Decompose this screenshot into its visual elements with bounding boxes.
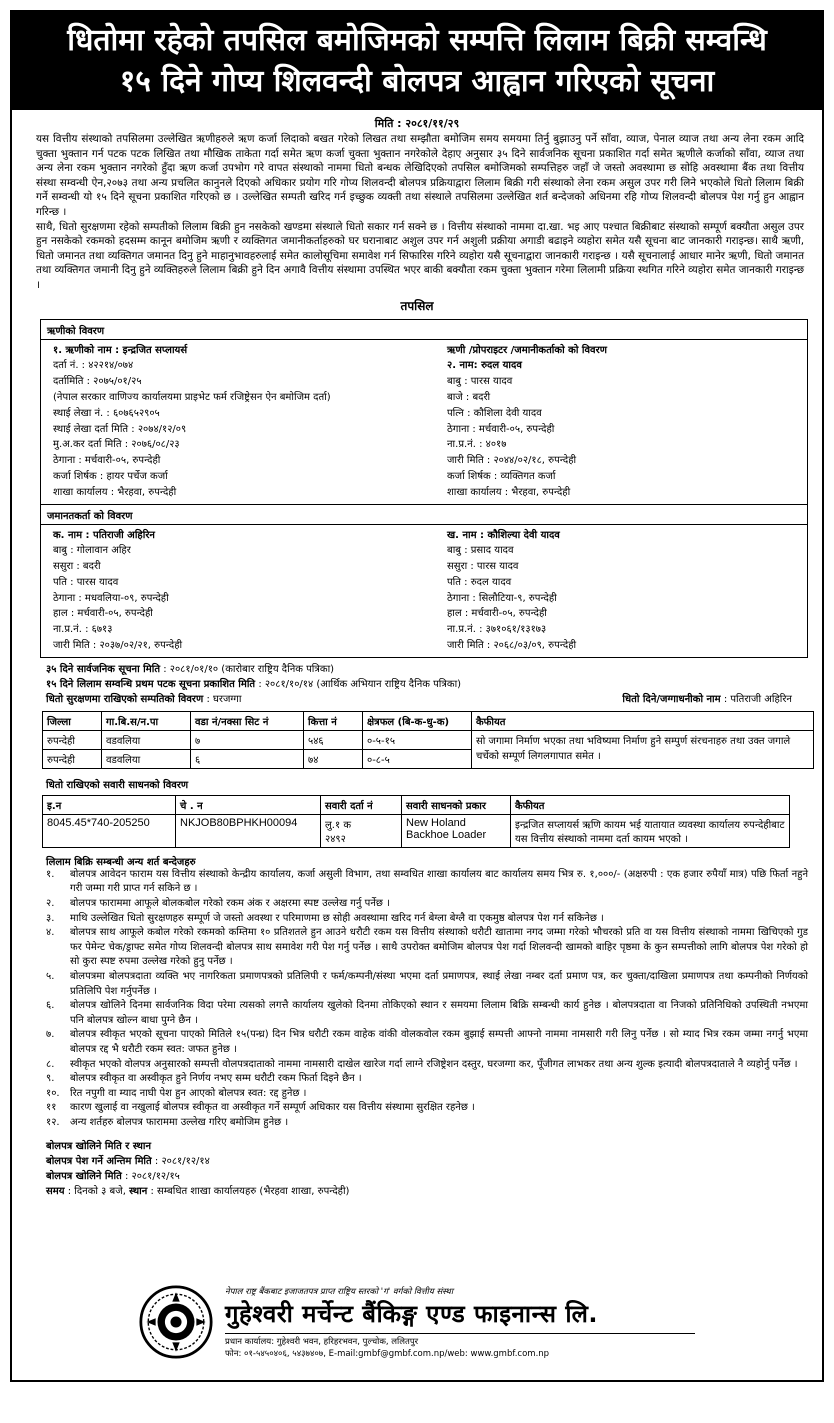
borrower-field: दर्तामिति : २०७५/०१/२५: [53, 376, 142, 388]
term-number: ८.: [46, 1058, 55, 1070]
col-area: क्षेत्रफल (बि-क-धु-क): [363, 711, 472, 730]
col-vdc: गा.बि.स/न.पा: [102, 711, 191, 730]
term-number: १०.: [46, 1087, 60, 1099]
registration-line1: लु.१ क: [325, 819, 352, 831]
guarantor-a-field: ना.प्र.नं. : ६७१३: [53, 624, 113, 636]
guarantor-a-name: क. नाम : पतिराजी अहिरिन: [53, 529, 155, 541]
tapsil-heading: तपसिल: [400, 298, 434, 313]
collateral-label: धितो सुरक्षणमा राखिएको सम्पतिको विवरण: [46, 693, 204, 705]
list-item: [46, 912, 808, 927]
list-item: [46, 1101, 808, 1116]
term-text: बोलपत्र स्वीकृत भएको सूचना पाएको मितिले १५(पन्ध्र) दिन भित्र धरौटी रकम वाहेक वांकी वोलकवोल रकम बुझाई सम्पत्ती आफ्नो नाममा नामसारी गरी लिनु पर्नेछ । सो म्याद भित्र रकम जम्मा नगर्नु भएमा बोलपत्र रद्द भै धरौटी रकम स्वत: जफत हुनेछ ।: [70, 1029, 808, 1055]
term-number: १.: [46, 868, 55, 880]
term-number: ११: [46, 1102, 57, 1114]
guarantor-a-field: जारी मिति : २०३७/०२/२१, रुपन्देही: [53, 640, 183, 652]
cell-vehicle-type: [402, 814, 511, 847]
cell-district: रुपन्देही: [43, 730, 102, 749]
notice-header: [12, 12, 822, 110]
tender-submit-row: [46, 1154, 808, 1169]
notice-15-day: [46, 677, 808, 692]
guarantor-b-field: हाल : मर्चवारी-०५, रुपन्देही: [447, 608, 547, 620]
list-item: [46, 926, 808, 970]
table-row: [43, 814, 790, 847]
vehicle-table: [42, 795, 790, 848]
guarantor-b-field: ना.प्र.नं. : ३७१०६१/१३१७३: [447, 624, 547, 636]
intro-text: [12, 132, 822, 293]
guarantor-a-field: पति : पारस यादव: [53, 576, 119, 588]
collateral-value: : घरजग्गा: [206, 693, 242, 705]
borrower-field: कर्जा शिर्षक : हायर पर्चेज कर्जा: [53, 470, 168, 482]
list-item: [46, 897, 808, 912]
list-item: [46, 1058, 808, 1073]
guarantor-details: [41, 525, 807, 657]
guarantor-left-column: [53, 528, 407, 654]
cell-ward: ७: [191, 730, 304, 749]
borrower-field: मु.अ.कर दर्ता मिति : २०७६/०८/२३: [53, 439, 180, 451]
term-text: बोलपत्र फाराममा आफूले बोलकबोल गरेको रकम अंक र अक्षरमा स्पष्ट उल्लेख गर्नु पर्नेछ ।: [70, 898, 390, 910]
term-number: ४.: [46, 927, 55, 939]
owner-value: : पतिराजी अहिरिन: [723, 693, 792, 705]
tender-section: [46, 1139, 808, 1199]
table-row: [43, 730, 814, 749]
tender-open-value: : २०८१/१२/१५: [124, 1170, 180, 1182]
term-text: बोलपत्र आवेदन फाराम यस वित्तीय संस्थाको केन्द्रीय कार्यालय, कर्जा असुली विभाग, तथा सम्वधित शाखा कार्यालय बाट कार्यालय समय भित्र रु. १,०००/- (अक्षरुपी : एक हजार रुपैयाँ मात्र) पछि फिर्ता नहुने गरी जम्मा गरी प्राप्त गर्न सकिने छ ।: [70, 868, 808, 895]
term-text: माथि उल्लेखित धितो सुरक्षणहरु सम्पूर्ण जे जस्तो अवस्था र परिमाणमा छ सोही अवस्थामा खरिद गर्न बेग्ला बेग्लै वा एकमुष्ठ बोलपत्र पेश गर्न सकिनेछ ।: [70, 912, 604, 924]
cell-district: रुपन्देही: [43, 749, 102, 768]
registration-line2: २४९२: [325, 833, 346, 845]
notice-15-day-label: १५ दिने लिलाम सम्वन्धि प्रथम पटक सूचना प्रकाशित मिति: [46, 678, 256, 690]
company-address: प्रधान कार्यालय: गुहेश्वरी भवन, हरिहरभवन, पुल्चोक, ललितपुर: [225, 1333, 695, 1347]
notice-date: मिति : २०८१/११/२९: [374, 117, 460, 130]
guarantor-b-field: ससुरा : पारस यादव: [447, 561, 519, 573]
vehicle-title: धितो राखिएको सवारी साधनको विवरण: [46, 779, 189, 791]
proprietor-field: शाखा कार्यालय : भैरहवा, रुपन्देही: [447, 486, 571, 498]
cell-chassis: NKJOB80BPHKH00094: [176, 814, 321, 847]
proprietor-name: २. नाम: रुदल यादव: [447, 360, 522, 372]
term-number: ५.: [46, 971, 55, 983]
land-table: [42, 711, 814, 769]
borrower-field: शाखा कार्यालय : भैरहवा, रुपन्देही: [53, 486, 177, 498]
guarantor-a-field: बाबु : गोलावान अहिर: [53, 545, 131, 557]
tender-time-value: : दिनको ३ बजे,: [67, 1185, 126, 1197]
tender-submit-value: : २०८१/१२/१४: [154, 1155, 210, 1167]
company-contact: फोन: ०१-५४५०४०६, ५४३७४०७, E-mail:gmbf@gmbf.com.np/web: www.gmbf.com.np: [225, 1348, 550, 1359]
proprietor-field: जारी मिति : २०४४/०२/१८, रुपन्देही: [447, 455, 577, 467]
company-tagline: नेपाल राष्ट्र बैंकबाट इजाजतपत्र प्राप्त राष्ट्रिय स्तरको 'ग' वर्गको वित्तीय संस्था: [225, 1286, 454, 1297]
term-text: बोलपत्र खोलिने दिनमा सार्वजनिक विदा परेमा त्यसको लगत्तै कार्यालय खुलेको दिनमा तोकिएको स्थान र समयमा लिलाम बिक्रि सम्बन्धी कार्य हुनेछ । बोलपत्रदाता वा निजको प्रतिनिधिको उपस्थिती नभएमा पनि बोलपत्र खोल्न बाधा पुग्ने छैन ।: [70, 1000, 808, 1026]
tender-submit-label: बोलपत्र पेश गर्ने अन्तिम मिति: [46, 1155, 152, 1167]
list-item: [46, 999, 808, 1028]
tender-title: बोलपत्र खोलिने मिति र स्थान: [46, 1140, 152, 1152]
cell-vehicle-remark: इन्द्रजित सप्लायर्स ऋणि कायम भई यातायात व्यवस्था कार्यालय रुपन्देहीबाट यस वित्तीय संस्थाको नाममा दर्ता कायम भएको ।: [511, 814, 790, 847]
cell-registration: [321, 814, 402, 847]
collateral-owner: [622, 692, 808, 707]
vehicle-type-line1: New Holand: [406, 816, 466, 829]
proprietor-field: ठेगाना : मर्चवारी-०५, रुपन्देही: [447, 423, 555, 435]
col-engine: इ.न: [43, 795, 176, 814]
details-box: [40, 319, 808, 658]
term-text: रित नपुगी वा म्याद नाघी पेश हुन आएको बोलपत्र स्वत: रद्द हुनेछ ।: [70, 1087, 307, 1099]
borrower-field: ठेगाना : मर्चवारी-०५, रुपन्देही: [53, 455, 161, 467]
proprietor-field: पत्नि : कौशिला देवी यादव: [447, 407, 542, 419]
terms-section: [46, 854, 808, 1131]
tender-time-row: [46, 1184, 808, 1199]
terms-title: लिलाम बिक्रि सम्बन्धी अन्य शर्त बन्देजहरु: [46, 856, 196, 868]
notice-title-line1: धितोमा रहेको तपसिल बमोजिमको सम्पत्ति लिलाम बिक्री सम्वन्धि: [67, 23, 767, 58]
list-item: [46, 970, 808, 999]
tender-time-label: समय: [46, 1185, 65, 1197]
tender-open-row: [46, 1169, 808, 1184]
term-text: स्वीकृत भएको वोलपत्र अनुसारको सम्पत्ती वोलपत्रदाताको नाममा नामसारी दाखेल खारेज गर्दा लाग्ने रजिष्ट्रेशन दस्तुर, घरजग्गा कर, पूँजीगत लाभकर तथा अन्य शुल्क इत्यादी बोलपत्रदाताले नै व्यहोर्नु पर्नेछ ।: [70, 1058, 798, 1070]
borrower-field: दर्ता नं. : ४२२१४/०७४: [53, 360, 134, 372]
term-number: ७.: [46, 1029, 55, 1041]
notice-35-day-label: ३५ दिने सार्वजनिक सूचना मिति: [46, 663, 161, 675]
guarantor-a-field: ठेगाना : मधवलिया-०९, रुपन्देही: [53, 592, 169, 604]
col-vehicle-remark: कैफीयत: [511, 795, 790, 814]
guarantor-b-field: जारी मिति : २०६८/०३/०९, रुपन्देही: [447, 640, 577, 652]
notice-35-day: [46, 662, 808, 677]
list-item: [46, 1028, 808, 1057]
guarantor-a-field: ससुरा : बदरी: [53, 561, 101, 573]
vehicle-table-header: [43, 795, 790, 814]
cell-area: ०-८-५: [363, 749, 472, 768]
proprietor-field: ना.प्र.नं. : ४०१७: [447, 439, 507, 451]
borrower-heading: ऋणीको विवरण: [41, 320, 807, 340]
borrower-field: स्थाई लेखा नं. : ६०७६५२९०५: [53, 407, 160, 419]
col-registration: सवारी दर्ता नं: [321, 795, 402, 814]
col-district: जिल्ला: [43, 711, 102, 730]
borrower-field: स्थाई लेखा दर्ता मिति : २०७४/१२/०९: [53, 423, 187, 435]
guarantor-b-field: ठेगाना : सिलौटिया-९, रुपन्देही: [447, 592, 557, 604]
guarantor-b-field: बाबु : प्रसाद यादव: [447, 545, 514, 557]
notice-title-line2: १५ दिने गोप्य शिलवन्दी बोलपत्र आह्वान गरिएको सूचना: [119, 64, 715, 99]
cell-remark: सो जगामा निर्माण भएका तथा भविष्यमा निर्माण हुने सम्पुर्ण संरचनाहरु तथा उक्त जगाले चर्चेको सम्पूर्ण लिगलगापात समेत ।: [472, 730, 814, 768]
term-number: ९.: [46, 1073, 55, 1085]
cell-vdc: वडवलिया: [102, 730, 191, 749]
col-plot: कित्ता नं: [304, 711, 363, 730]
guarantor-heading: जमानतकर्ता को विवरण: [41, 504, 807, 525]
company-logo: [139, 1285, 213, 1359]
notice-dates: [46, 662, 808, 707]
col-ward: वडा नं/नक्सा सिट नं: [191, 711, 304, 730]
guarantor-b-name: ख. नाम : कौशिल्या देवी यादव: [447, 529, 560, 541]
term-number: १२.: [46, 1116, 60, 1128]
notice-15-day-value: : २०८१/१०/१४ (आर्थिक अभियान राष्ट्रिय दैनिक पत्रिका): [258, 678, 462, 690]
proprietor-field: बाजे : बदरी: [447, 391, 491, 403]
company-name: गुहेश्वरी मर्चेन्ट बैंकिङ्ग एण्ड फाइनान्स लि.: [225, 1299, 598, 1328]
borrower-left-column: [53, 343, 407, 501]
term-text: बोलपत्र स्वीकृत वा अस्वीकृत हुने निर्णय नभए सम्म धरौटी रकम फिर्ता दिइने छैन ।: [70, 1073, 362, 1085]
collateral-type: [46, 692, 241, 707]
cell-plot: ५४६: [304, 730, 363, 749]
notice-35-day-value: : २०८१/०१/१० (कारोबार राष्ट्रिय दैनिक पत्रिका): [163, 663, 335, 675]
tender-open-label: बोलपत्र खोलिने मिति: [46, 1170, 122, 1182]
proprietor-right-column: [407, 343, 801, 501]
term-number: ३.: [46, 912, 55, 924]
borrower-details: [41, 340, 807, 504]
cell-engine: 8045.45*740-205250: [43, 814, 176, 847]
list-item: [46, 1116, 808, 1131]
col-vehicle-type: सवारी साधनको प्रकार: [402, 795, 511, 814]
intro-paragraph-2: साथै, धितो सुरक्षणमा रहेको सम्पतीको लिलाम बिक्री हुन नसकेको खण्डमा संस्थाले धितो सकार गर्न सक्ने छ । वित्तीय संस्थाको नाममा दा.खा. भइ आए पश्चात बिक्रीबाट संस्थाको सम्पूर्ण बक्यौता असुल उपर हुन नसकेको रकमको हदसम्म कानून बमोजिम ऋणी र व्यक्तिगत जमानीकर्ताहरुको घर घरानाबाट अशुल उपर गर्न अशुली प्रक्रीया अगाडी बढाइने व्यहोरा समेत यसै सूचना बाट जानकारी गराइन्छ। साथै ऋणी, धितो जमानत तथा व्यक्तिगत जमानत दिनु हुने माहानुभावहरुलाई समेत कालोसूचिमा समावेश गर्न सिफारिस गरिने व्यहोरा यसै सूचनाद्वारा जानकारी गराइन्छ । यसै सूचनालाई आधार मानेर ऋणी, धितो जमानत तथा व्यक्तिगत जमानी दिनु हुने व्यक्तिहरुले लिलाम बिक्री हुने दिन अगावै वित्तीय संस्थामा उपस्थित भएर बाकी बक्यौता रकम चुक्ता भुक्तान गरेमा लिलामी प्रक्रिया स्थगित गरिने व्यहोरा समेत जानकारी गराइन्छ ।: [36, 220, 804, 291]
term-text: बोलपत्रमा बोलपत्रदाता व्यक्ति भए नागरिकता प्रमाणपत्रको प्रतिलिपी र फर्म/कम्पनी/संस्था भएमा दर्ता प्रमाणपत्र, स्थाई लेखा नम्बर दर्ता प्रमाण पत्र, कर चुक्ता/दाखिला प्रमाणपत्र तथा कम्पनीको निर्णयको प्रतिलिपि पेश गर्नुपर्नेछ ।: [70, 971, 808, 997]
term-text: अन्य शर्तहरु बोलपत्र फाराममा उल्लेख गरिए बमोजिम हुनेछ ।: [70, 1116, 289, 1128]
vehicle-type-line2: Backhoe Loader: [406, 828, 487, 841]
cell-plot: ७४: [304, 749, 363, 768]
guarantor-a-field: हाल : मर्चवारी-०५, रुपन्देही: [53, 608, 153, 620]
footer: [12, 1272, 822, 1372]
borrower-name: १. ऋणीको नाम : इन्द्रजित सप्लायर्स: [53, 344, 188, 356]
borrower-field: (नेपाल सरकार वाणिज्य कार्यालयमा प्राइभेट फर्म रजिष्ट्रेसन ऐन बमोजिम दर्ता): [53, 391, 331, 403]
company-brand: [225, 1286, 695, 1359]
term-number: २.: [46, 898, 55, 910]
proprietor-heading: ऋणी /प्रोपराइटर /जमानीकर्ताको को विवरण: [447, 344, 607, 356]
owner-label: धितो दिने/जग्गाधनीको नाम: [622, 693, 721, 705]
list-item: [46, 868, 808, 897]
cell-area: ०-५-१५: [363, 730, 472, 749]
col-chassis: चे . न: [176, 795, 321, 814]
proprietor-field: कर्जा शिर्षक : व्यक्तिगत कर्जा: [447, 470, 556, 482]
cell-vdc: वडवलिया: [102, 749, 191, 768]
list-item: [46, 1087, 808, 1102]
tender-place-label: स्थान: [129, 1185, 148, 1197]
tender-place-value: : सम्बधित शाखा कार्यालयहरु (भैरहवा शाखा, रुपन्देही): [150, 1185, 350, 1197]
cell-ward: ६: [191, 749, 304, 768]
term-text: बोलपत्र साथ आफूले कबोल गरेको रकमको कम्तिमा १० प्रतिशतले हुन आउने धरौटी रकम यस वित्तीय संस्थाको धरौटी खातामा नगद जम्मा गरेको भौचरको प्रति वा यस वित्तीय संस्थाको नाममा खिचिएको गुड फर पेमेन्ट चेक/ड्राफ्ट समेत गोप्य शिलवन्दी बोलपत्र साथ समावेश गरी पेश गर्नु पर्नेछ । साथै उपरोक्त बमोजिम बोलपत्र पेश गर्दा शिलवन्दी खामको बाहिर पृष्ठमा के कुन सम्पत्तीको लागि बोलपत्र पेश गरेको हो सो कुरा स्पष्ट रुपमा उल्लेख गरेको हुनु पर्नेछ ।: [70, 927, 808, 968]
proprietor-field: बाबु : पारस यादव: [447, 376, 513, 388]
col-remark: कैफीयत: [472, 711, 814, 730]
list-item: [46, 1072, 808, 1087]
auction-notice: [10, 10, 824, 1382]
collateral-row: [46, 692, 808, 707]
guarantor-right-column: [407, 528, 801, 654]
term-text: कारण खुलाई वा नखुलाई बोलपत्र स्वीकृत वा अस्वीकृत गर्ने सम्पूर्ण अधिकार यस वित्तीय संस्थामा सुरक्षित रहनेछ ।: [70, 1102, 475, 1114]
land-table-header: [43, 711, 814, 730]
guarantor-b-field: पति : रुदल यादव: [447, 576, 512, 588]
term-number: ६.: [46, 1000, 55, 1012]
intro-paragraph-1: यस वित्तीय संस्थाको तपसिलमा उल्लेखित ऋणीहरुले ऋण कर्जा लिदाको बखत गरेको लिखत तथा सम्झौता बमोजिम समय समयमा तिर्नु बुझाउनु पर्ने साँवा, व्याज, पेनाल व्याज तथा अन्य लेना रकम आदि चुक्ता भुक्तान गर्न पटक पटक लिखित तथा मौखिक ताकेता गर्दा समेत ऋण कर्जा चुक्ता भुक्तान नगरेकोले देहाए अनुसार ३५ दिने सार्वजनिक सूचना प्रकाशित गर्दा समेत ऋणीले कर्जाको साँवा, व्याज तथा अन्य लेना रकम भुक्तान नगरेको हुँदा ऋण कर्जा उपभोग गरे वापत संस्थाको नाममा धितो बन्धक लेखिदिएको तपसिल बमोजिमको सम्पत्तिहरु जहाँ जे जस्तो अवस्थामा छ सोहि अवस्थामा बैंक तथा वित्तीय संस्था सम्वन्धी ऐन,२०७३ तथा अन्य प्रचलित कानुनले दिएको अधिकार प्रयोग गरि गोप्य शिलवन्दी बोलपत्र प्रक्रियाद्वारा लिलाम बिक्री गरी संस्थाको लेना रकम असुल उपर गरी लिने भएकोले धितो लिलाम बिक्री गर्ने सम्वन्धी यो १५ दिने सूचना प्रकाशित गरिएको छ । उल्लेखित सम्पती खरिद गर्न इच्छुक व्यक्ती तथा संस्थाले तपसिलमा उल्लेखित शर्त बन्देजको अधिनमा रहि गोप्य शिलवन्दी बोलपत्र पेश गर्नु हुन आह्वान गरिन्छ ।: [36, 133, 804, 218]
